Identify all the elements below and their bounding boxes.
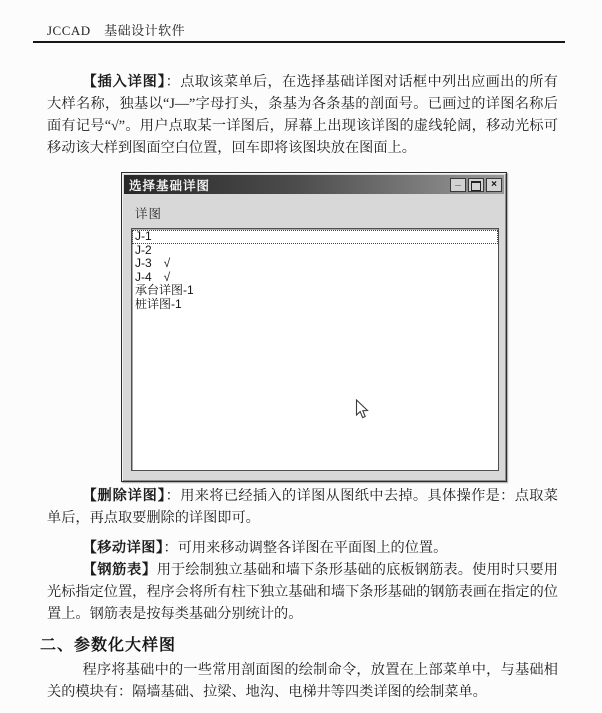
header-rule <box>33 41 565 43</box>
detail-listbox[interactable] <box>131 228 499 471</box>
minimize-button[interactable]: _ <box>450 178 466 192</box>
term-rebar-table: 【钢筋表】 <box>82 562 157 578</box>
list-item-label: J-3 <box>135 256 152 270</box>
dialog-title: 选择基础详图 <box>129 178 211 193</box>
paragraph-rebar-table-text: 用于绘制独立基础和墙下条形基础的底板钢筋表。使用时只要用光标指定位置，程序会将所有柱下独立基础和墙下条形基础的钢筋表画在指定的位置上。钢筋表是按每类基础分别统计的。 <box>47 562 558 622</box>
list-item-pilecap-detail[interactable] <box>132 284 498 298</box>
paragraph-move-detail <box>47 537 558 559</box>
check-mark: √ <box>163 269 171 284</box>
check-mark: √ <box>163 256 171 270</box>
page-header: JCCAD 基础设计软件 <box>47 23 186 38</box>
close-button[interactable]: × <box>486 178 502 192</box>
term-delete-detail: 【删除详图】 <box>82 488 166 504</box>
list-item-label: J-2 <box>135 242 152 257</box>
list-item-j2[interactable] <box>132 244 498 258</box>
paragraph-insert-detail <box>47 71 558 159</box>
select-foundation-detail-dialog <box>121 172 507 482</box>
paragraph-delete-detail <box>47 485 558 529</box>
paragraph-rebar-table <box>47 559 558 625</box>
list-item-label: J-4 <box>135 269 152 284</box>
maximize-button[interactable] <box>468 178 484 192</box>
paragraph-insert-detail-text: ：点取该菜单后，在选择基础详图对话框中列出应画出的所有大样名称，独基以“J—”字母打头，条基为各条基的剖面号。已画过的详图名称后面有记号“√”。用户点取某一详图后，屏幕上出现该详图的虚线轮阔，移动光标可移动该大样到图面空白位置，回车即将该图块放在图面上。 <box>47 74 558 156</box>
dialog-titlebar[interactable] <box>124 175 504 194</box>
mouse-cursor-icon <box>355 399 370 420</box>
section-heading-parametric-detail: 二、参数化大样图 <box>40 637 177 654</box>
list-item-j4[interactable] <box>132 271 498 285</box>
paragraph-move-detail-text: ：可用来移动调整各详图在平面图上的位置。 <box>163 540 448 556</box>
list-item-label: 桩详图-1 <box>135 296 182 311</box>
list-item-pile-detail[interactable] <box>132 298 498 312</box>
list-item-label: J-1 <box>135 229 152 243</box>
detail-list-label: 详图 <box>135 207 163 221</box>
term-insert-detail: 【插入详图】 <box>82 74 166 90</box>
maximize-icon <box>471 181 481 191</box>
list-item-j3[interactable] <box>132 257 498 271</box>
paragraph-delete-detail-text: ：用来将已经插入的详图从图纸中去掉。具体操作是：点取菜单后，再点取要删除的详图即可。 <box>47 488 558 526</box>
list-item-label: 承台详图-1 <box>135 283 194 297</box>
term-move-detail: 【移动详图】 <box>82 540 164 556</box>
list-item-j1[interactable] <box>132 230 498 244</box>
paragraph-parametric-detail: 程序将基础中的一些常用剖面图的绘制命令，放置在上部菜单中，与基础相关的模块有：隔墙基础、拉梁、地沟、电梯井等四类详图的绘制菜单。 <box>47 662 558 700</box>
